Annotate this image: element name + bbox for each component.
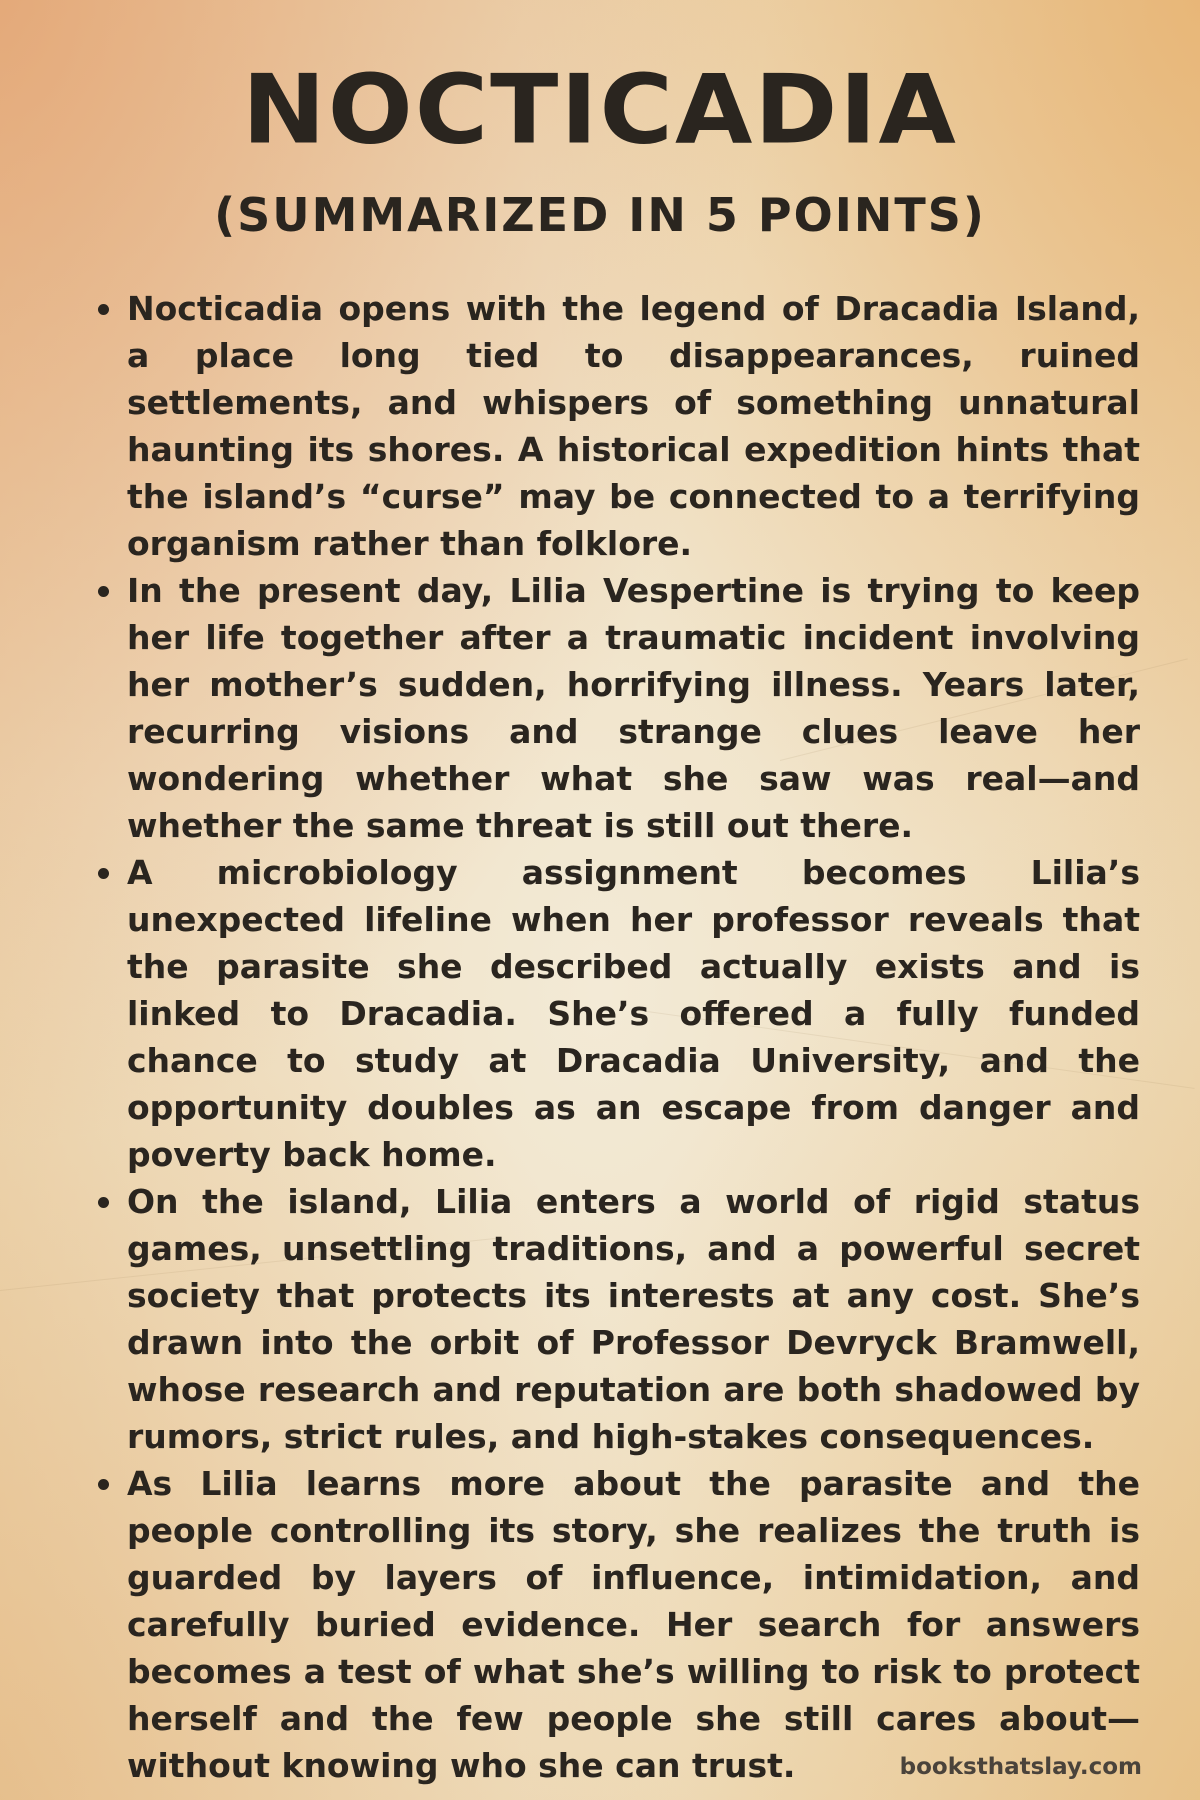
- header: [0, 53, 1200, 242]
- bullet-icon: [98, 1197, 109, 1208]
- summary-points-list: [95, 285, 1140, 1789]
- summary-point-text: Nocticadia opens with the legend of Dracadia Island, a place long tied to disappearances, ruined settlements, and whispers of something unnatural haunting its shores. A historical expedition hints that the island’s “curse” may be connected to a terrifying organism rather than folklore.: [127, 289, 1140, 563]
- bullet-icon: [98, 868, 109, 879]
- bullet-icon: [98, 304, 109, 315]
- summary-point-2: [95, 567, 1140, 849]
- summary-point-text: As Lilia learns more about the parasite and the people controlling its story, she realizes the truth is guarded by layers of influence, intimidation, and carefully buried evidence. Her search for answers becomes a test of what she’s willing to risk to protect herself and the few people she still cares about—without knowing who she can trust.: [127, 1464, 1140, 1785]
- summary-point-text: A microbiology assignment becomes Lilia’s unexpected lifeline when her professor reveals that the parasite she described actually exists and is linked to Dracadia. She’s offered a fully funded chance to study at Dracadia University, and the opportunity doubles as an escape from danger and poverty back home.: [127, 853, 1140, 1174]
- page-subtitle: (SUMMARIZED IN 5 POINTS): [214, 188, 986, 242]
- summary-point-1: [95, 285, 1140, 567]
- summary-point-text: In the present day, Lilia Vespertine is trying to keep her life together after a traumatic incident involving her mother’s sudden, horrifying illness. Years later, recurring visions and strange clues leave her wondering whether what she saw was real—and whether the same threat is still out there.: [127, 571, 1140, 845]
- summary-point-text: On the island, Lilia enters a world of rigid status games, unsettling traditions, and a powerful secret society that protects its interests at any cost. She’s drawn into the orbit of Professor Devryck Bramwell, whose research and reputation are both shadowed by rumors, strict rules, and high-stakes consequences.: [127, 1182, 1140, 1456]
- source-credit: booksthatslay.com: [899, 1754, 1142, 1780]
- page-title: NOCTICADIA: [242, 53, 958, 166]
- summary-point-3: [95, 849, 1140, 1178]
- summary-point-5: [95, 1460, 1140, 1789]
- bullet-icon: [98, 1479, 109, 1490]
- summary-point-4: [95, 1178, 1140, 1460]
- bullet-icon: [98, 586, 109, 597]
